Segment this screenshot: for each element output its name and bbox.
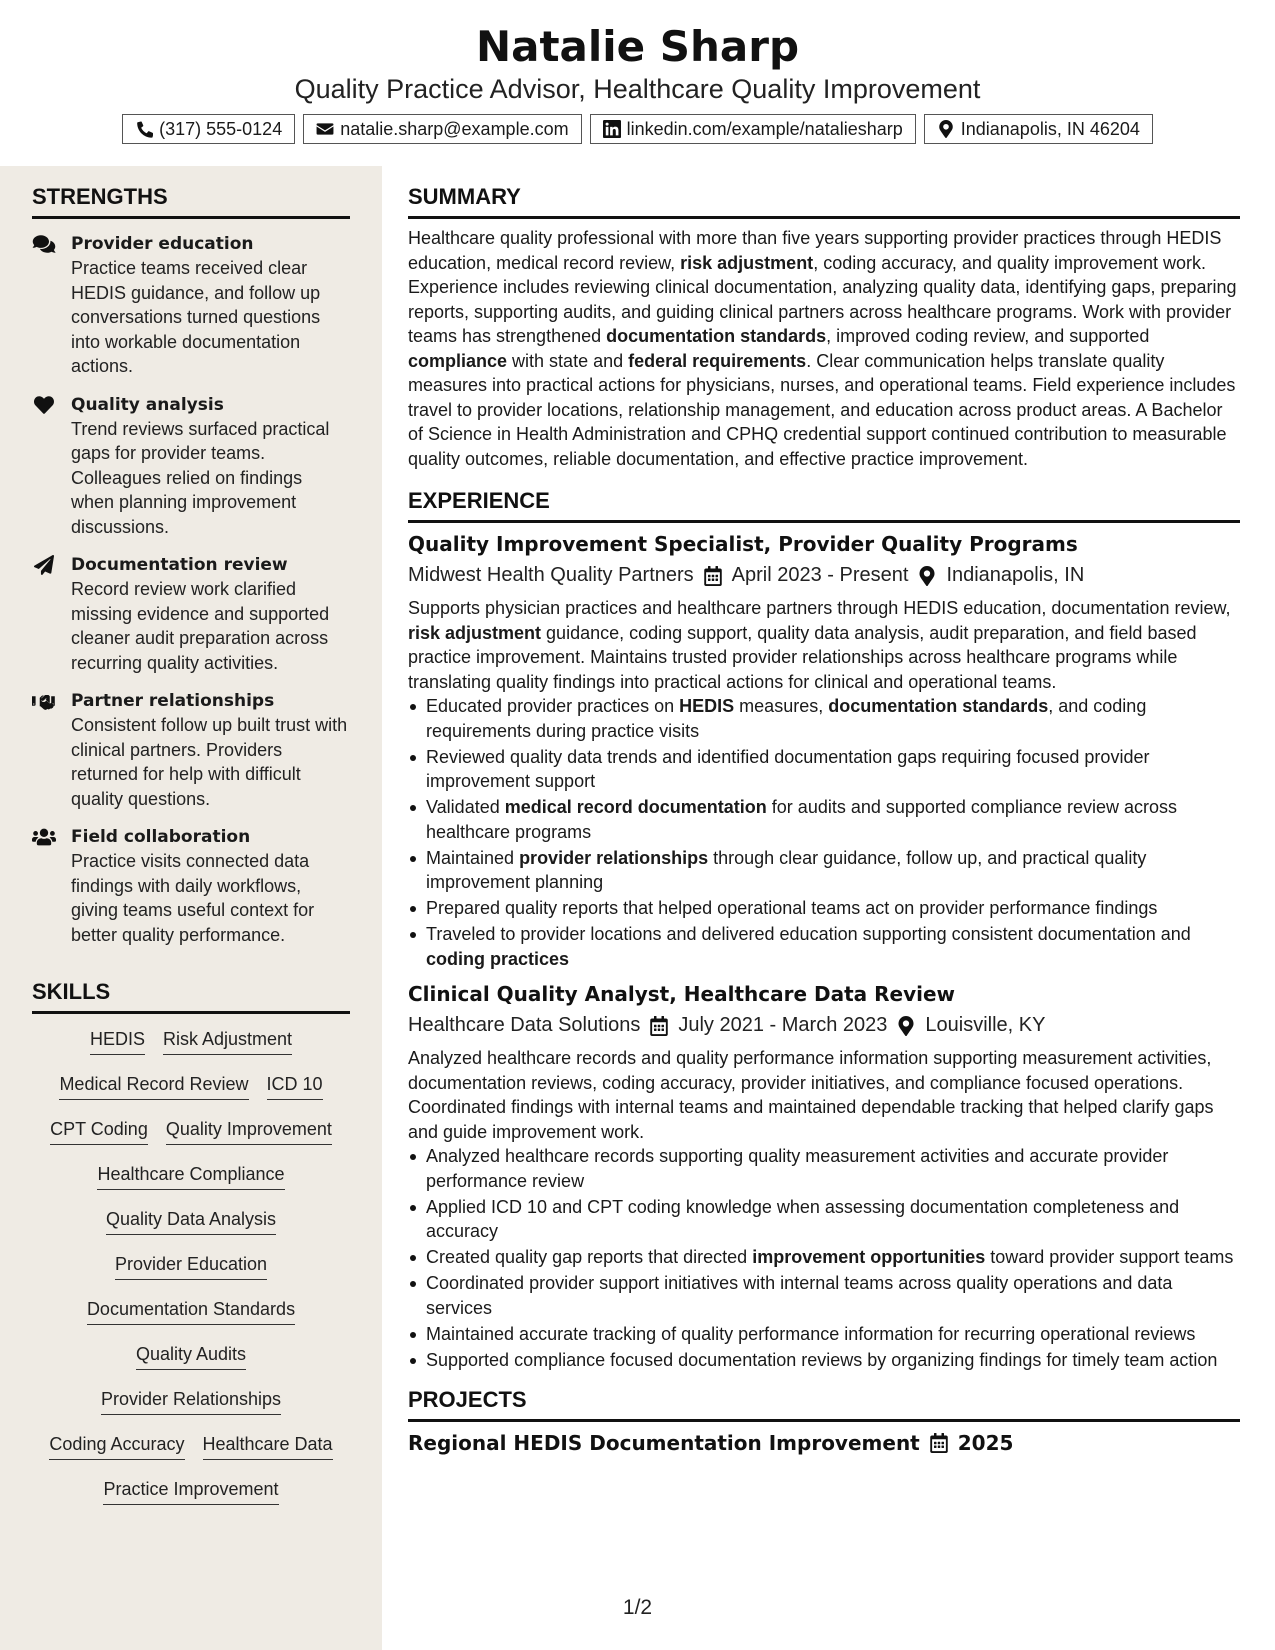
bullet-text: Prepared quality reports that helped operational teams act on provider performance findings <box>426 898 1158 918</box>
skill-tag: Quality Data Analysis <box>106 1208 276 1235</box>
job-entry <box>408 982 1240 1372</box>
job-dates: April 2023 - Present <box>731 564 909 586</box>
bullet-text: Analyzed healthcare records supporting quality measurement activities and accurate provider performance review <box>426 1146 1169 1191</box>
sidebar <box>0 166 382 1650</box>
candidate-name: Natalie Sharp <box>475 22 800 71</box>
linkedin-icon <box>603 120 621 138</box>
job-bullet <box>408 922 1240 971</box>
job-bullet <box>408 745 1240 794</box>
bullet-text: Created quality gap reports that directed <box>426 1247 753 1267</box>
skill-tag: Coding Accuracy <box>49 1433 184 1460</box>
strength-desc: Trend reviews surfaced practical gaps for provider teams. Colleagues relied on findings when planning improvement discussions. <box>71 418 330 537</box>
project-year: 2025 <box>957 1431 1014 1455</box>
summary-text-run: , coding accuracy, and quality improvement work. Experience includes reviewing clinical documentation, analyzing quality data, identifying gaps, preparing reports, supporting audits, and guiding clinical partners across healthcare programs. Work with provider teams has strengthened <box>408 252 1237 346</box>
strength-desc: Consistent follow up built trust with clinical partners. Providers returned for help with difficult quality questions. <box>71 715 348 809</box>
strengths-section <box>32 184 350 947</box>
strength-item <box>32 689 350 811</box>
experience-section <box>408 488 1240 1372</box>
summary-keyword: documentation standards <box>606 326 827 346</box>
bullet-text: Coordinated provider support initiatives with internal teams across quality operations and data services <box>426 1273 1173 1318</box>
bullet-text: Maintained <box>426 847 520 868</box>
job-bullet <box>408 1271 1240 1320</box>
job-location: Indianapolis, IN <box>946 564 1085 586</box>
project-entry <box>408 1431 1240 1455</box>
job-entry <box>408 532 1240 971</box>
job-keyword: risk adjustment <box>408 622 542 643</box>
strength-item <box>32 393 350 540</box>
job-bullet <box>408 1245 1240 1270</box>
bullet-text: Applied ICD 10 and CPT coding knowledge when assessing documentation completeness and accuracy <box>426 1196 1180 1241</box>
skills-section <box>32 979 350 1523</box>
map-marker-icon <box>918 566 936 586</box>
job-bullets <box>408 1144 1240 1372</box>
bullet-text: , and coding requirements during practice visits <box>426 696 1147 741</box>
job-dates: July 2021 - March 2023 <box>678 1014 888 1036</box>
contact-location <box>924 114 1153 144</box>
contact-email[interactable] <box>303 114 581 144</box>
job-description <box>408 596 1240 694</box>
contact-phone-text: (317) 555-0124 <box>159 118 283 139</box>
job-bullet <box>408 896 1240 921</box>
skill-tag: Quality Improvement <box>166 1118 332 1145</box>
handshake-icon <box>32 691 56 711</box>
skill-tag: Provider Relationships <box>101 1388 281 1415</box>
skill-tag: Healthcare Data <box>203 1433 333 1460</box>
job-bullet <box>408 1322 1240 1347</box>
summary-text-run: . Clear communication helps translate quality measures into practical actions for physicians, nurses, and operational teams. Field experience includes travel to provider locations, relationship management, and education across product areas. A Bachelor of Science in Health Administration and CPHQ credential support continued contribution to measurable quality outcomes, reliable documentation, and effective practice improvement. <box>408 350 1236 469</box>
strength-item <box>32 553 350 675</box>
bullet-text: Maintained accurate tracking of quality performance information for recurring operational reviews <box>426 1323 1196 1344</box>
contact-email-text: natalie.sharp@example.com <box>340 118 569 139</box>
bullet-text: through clear guidance, follow up, and practical quality improvement planning <box>426 847 1147 892</box>
job-bullet <box>408 694 1240 743</box>
job-company: Healthcare Data Solutions <box>408 1014 641 1036</box>
strength-item <box>32 825 350 947</box>
skill-tag: Medical Record Review <box>59 1073 248 1100</box>
projects-heading: PROJECTS <box>408 1387 1240 1422</box>
summary-text-run: Healthcare quality professional with more than five years supporting provider practices through HEDIS education, medical record review, <box>408 228 1222 273</box>
bullet-keyword: documentation standards <box>828 696 1049 716</box>
project-title: Regional HEDIS Documentation Improvement <box>408 1431 920 1455</box>
skill-tag: Practice Improvement <box>103 1478 278 1505</box>
strength-title: Provider education <box>71 234 254 254</box>
summary-keyword: federal requirements <box>628 350 807 371</box>
job-bullet <box>408 1348 1240 1373</box>
bullet-text: for audits and supported compliance review across healthcare programs <box>426 797 1178 842</box>
summary-text <box>408 226 1240 471</box>
calendar-icon <box>704 566 722 586</box>
skills-heading: SKILLS <box>32 979 350 1014</box>
strength-desc: Practice teams received clear HEDIS guidance, and follow up conversations turned questions into workable documentation actions. <box>71 258 321 376</box>
job-description-run: Analyzed healthcare records and quality performance information supporting measurement activities, documentation reviews, coding accuracy, provider initiatives, and compliance focused operations. Coordinated findings with internal teams and maintained dependable tracking that helped clarify gaps and guide improvement work. <box>408 1048 1214 1142</box>
bullet-text: Traveled to provider locations and delivered education supporting consistent documentation and <box>426 924 1191 944</box>
main-column <box>408 166 1240 1455</box>
job-meta <box>408 1014 1240 1037</box>
bullet-text: Educated provider practices on <box>426 696 680 716</box>
job-bullet <box>408 795 1240 844</box>
envelope-icon <box>316 120 334 138</box>
contact-linkedin[interactable] <box>590 114 916 144</box>
calendar-icon <box>650 1016 668 1036</box>
summary-text-run: , improved coding review, and supported <box>826 326 1150 346</box>
strength-desc: Record review work clarified missing evidence and supported cleaner audit preparation across recurring quality activities. <box>71 579 330 673</box>
bullet-text: Supported compliance focused documentation reviews by organizing findings for timely team action <box>426 1349 1218 1370</box>
job-company: Midwest Health Quality Partners <box>408 564 694 586</box>
summary-keyword: compliance <box>408 350 508 371</box>
comments-icon <box>32 234 56 254</box>
skill-tag: CPT Coding <box>50 1118 148 1145</box>
summary-section <box>408 184 1240 471</box>
bullet-keyword: provider relationships <box>519 847 709 868</box>
job-bullet <box>408 846 1240 895</box>
contact-location-text: Indianapolis, IN 46204 <box>960 118 1140 139</box>
strength-title: Quality analysis <box>71 394 224 415</box>
strength-title: Field collaboration <box>71 827 251 847</box>
strength-title: Documentation review <box>71 555 288 575</box>
strength-item <box>32 232 350 379</box>
skill-tag: Risk Adjustment <box>163 1028 292 1055</box>
bullet-keyword: HEDIS <box>679 696 735 716</box>
bullet-keyword: coding practices <box>426 948 570 969</box>
resume-header <box>0 0 1275 166</box>
skill-tag: Provider Education <box>115 1253 267 1280</box>
skills-list <box>32 1028 350 1523</box>
summary-keyword: risk adjustment <box>680 252 814 273</box>
users-icon <box>32 827 56 847</box>
bullet-text: measures, <box>734 696 829 716</box>
job-description-run: Supports physician practices and healthcare partners through HEDIS education, documentation review, <box>408 598 1231 618</box>
strengths-heading: STRENGTHS <box>32 184 350 219</box>
skill-tag: HEDIS <box>90 1028 145 1055</box>
bullet-text: toward provider support teams <box>985 1247 1234 1267</box>
calendar-icon <box>930 1433 948 1453</box>
job-title: Quality Improvement Specialist, Provider Quality Programs <box>408 532 1078 556</box>
bullet-keyword: improvement opportunities <box>752 1247 986 1267</box>
map-marker-icon <box>897 1016 915 1036</box>
contact-bar <box>0 114 1275 144</box>
phone-icon <box>135 120 153 138</box>
bullet-keyword: medical record documentation <box>504 797 767 817</box>
bullet-text: Reviewed quality data trends and identified documentation gaps requiring focused provider improvement support <box>426 746 1150 791</box>
skill-tag: Documentation Standards <box>87 1298 295 1325</box>
summary-text-run: with state and <box>507 350 629 371</box>
skill-tag: Quality Audits <box>136 1343 246 1370</box>
summary-heading: SUMMARY <box>408 184 1240 219</box>
heart-icon <box>32 395 56 415</box>
job-title: Clinical Quality Analyst, Healthcare Data Review <box>408 982 956 1006</box>
contact-phone[interactable] <box>122 114 295 144</box>
job-location: Louisville, KY <box>925 1014 1046 1036</box>
job-bullet <box>408 1195 1240 1244</box>
job-meta <box>408 564 1240 587</box>
job-description <box>408 1046 1240 1144</box>
contact-linkedin-text: linkedin.com/example/nataliesharp <box>626 118 903 139</box>
map-marker-icon <box>937 120 955 138</box>
strength-title: Partner relationships <box>71 691 275 711</box>
job-bullet <box>408 1144 1240 1193</box>
skill-tag: ICD 10 <box>267 1073 323 1100</box>
job-bullets <box>408 694 1240 971</box>
skill-tag: Healthcare Compliance <box>97 1163 284 1190</box>
candidate-headline: Quality Practice Advisor, Healthcare Quality Improvement <box>294 74 981 104</box>
paper-plane-icon <box>32 555 56 575</box>
page-number: 1/2 <box>622 1596 653 1619</box>
projects-section <box>408 1387 1240 1455</box>
experience-heading: EXPERIENCE <box>408 488 1240 523</box>
strength-desc: Practice visits connected data findings with daily workflows, giving teams useful context for better quality performance. <box>71 851 315 945</box>
job-description-run: guidance, coding support, quality data analysis, audit preparation, and field based practice improvement. Maintains trusted provider relationships across healthcare programs while translating quality findings into practical actions for clinical and operational teams. <box>408 622 1197 692</box>
bullet-text: Validated <box>426 797 505 817</box>
